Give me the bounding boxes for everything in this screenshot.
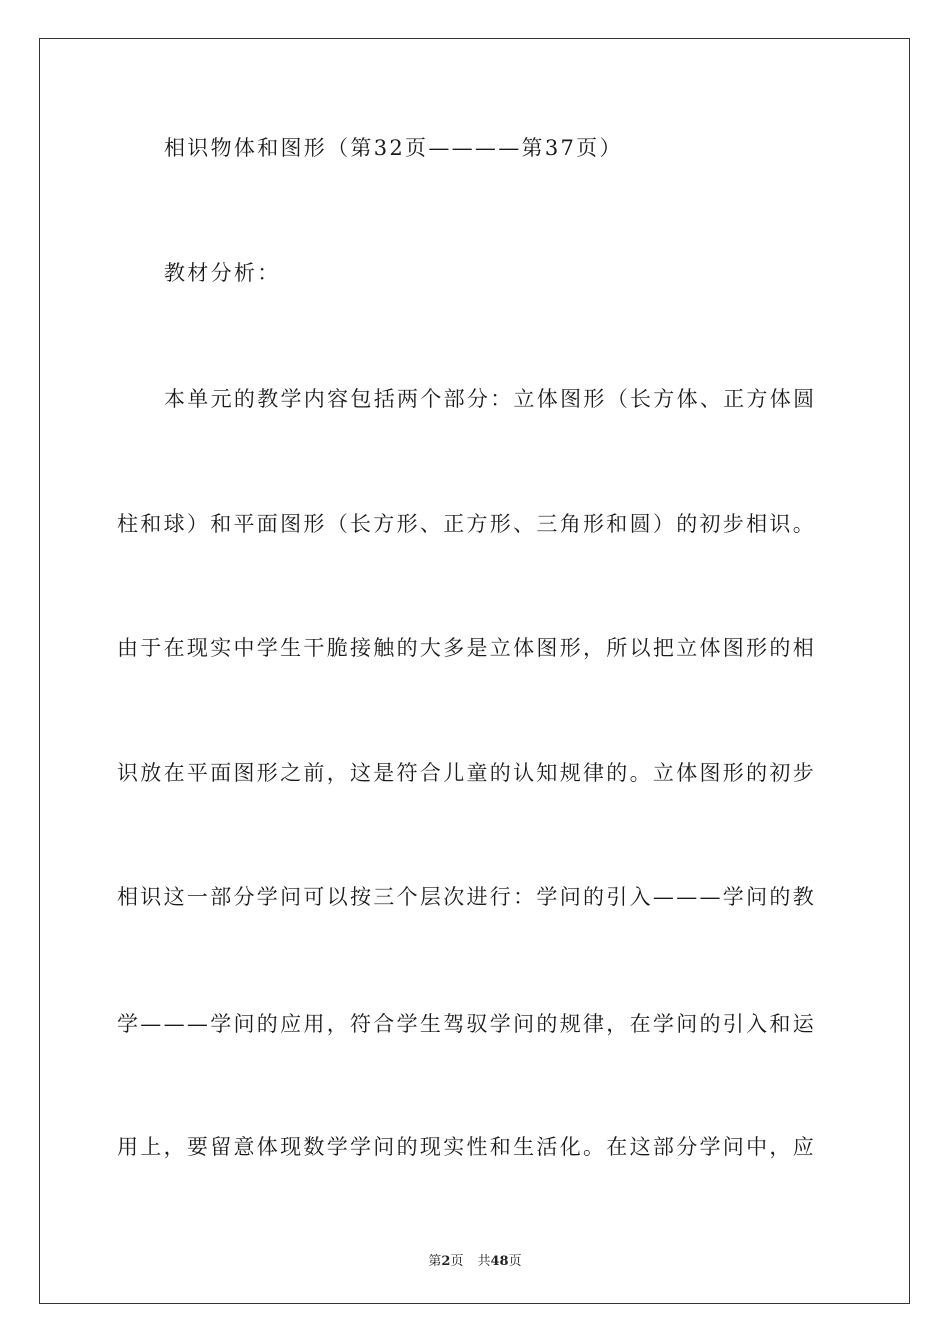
page-number: 2 [441, 1254, 451, 1269]
paragraph-line: 相识这一部分学问可以按三个层次进行：学问的引入———学问的教 [117, 885, 816, 909]
page-suffix: 页 [450, 1254, 464, 1269]
paragraph-line: 柱和球）和平面图形（长方形、正方形、三角形和圆）的初步相识。 [117, 512, 816, 536]
total-prefix: 共 [477, 1254, 491, 1269]
paragraph-line: 用上，要留意体现数学学问的现实性和生活化。在这部分学问中，应 [117, 1135, 816, 1159]
paragraph-line: 学———学问的应用，符合学生驾驭学问的规律，在学问的引入和运 [117, 1012, 816, 1036]
paragraph-line: 识放在平面图形之前，这是符合儿童的认知规律的。立体图形的初步 [117, 761, 816, 785]
page-prefix: 第 [428, 1254, 442, 1269]
page-border [39, 38, 910, 1304]
total-pages: 48 [490, 1254, 509, 1269]
paragraph-line: 由于在现实中学生干脆接触的大多是立体图形，所以把立体图形的相 [117, 636, 816, 660]
page-footer [0, 1250, 950, 1269]
section-heading: 教材分析： [164, 261, 281, 285]
total-suffix: 页 [508, 1254, 522, 1269]
paragraph-line: 本单元的教学内容包括两个部分：立体图形（长方体、正方体圆 [164, 387, 817, 411]
document-title: 相识物体和图形（第32页————第37页） [164, 136, 623, 160]
